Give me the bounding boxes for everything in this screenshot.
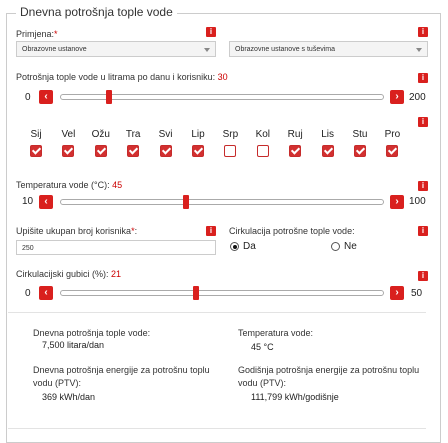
month-label: Svi (158, 129, 173, 140)
circulation-info-icon[interactable]: i (418, 226, 428, 236)
bottom-divider (8, 428, 426, 429)
losses-slider-handle[interactable] (193, 286, 199, 300)
users-label: Upišite ukupan broj korisnika*: (16, 226, 138, 236)
losses-max: 50 (411, 288, 423, 299)
month-label: Srp (222, 129, 239, 140)
temperature-slider-handle[interactable] (183, 195, 189, 209)
results-divider (8, 312, 426, 313)
losses-decrease-button[interactable]: ‹ (39, 286, 53, 300)
daily-consumption-value: 7,500 litara/dan (42, 340, 105, 350)
month-checkbox[interactable] (192, 145, 204, 157)
month-label: Lip (191, 129, 205, 140)
month-checkbox[interactable] (95, 145, 107, 157)
usage-select[interactable]: Obrazovne ustanove (16, 41, 216, 57)
daily-energy-label: Dnevna potrošnja energije za potrošnu toplu vodu (PTV): (33, 365, 210, 388)
month-checkbox[interactable] (127, 145, 139, 157)
users-info-icon[interactable]: i (206, 226, 216, 236)
month-label: Ožu (91, 129, 110, 140)
month-label: Kol (255, 129, 271, 140)
usage-subtype-select[interactable]: Obrazovne ustanove s tuševima (229, 41, 428, 57)
annual-energy-value: 111,799 kWh/godišnje (251, 392, 339, 402)
daily-consumption-label: Dnevna potrošnja tople vode: (33, 328, 151, 338)
month-checkbox[interactable] (257, 145, 269, 157)
months-info-icon[interactable]: i (418, 117, 428, 127)
water-temperature-label: Temperatura vode: (238, 328, 314, 338)
month-checkbox[interactable] (386, 145, 398, 157)
month-label: Sij (30, 129, 42, 140)
month-label: Stu (352, 129, 368, 140)
losses-slider-track[interactable] (60, 290, 384, 296)
temperature-max: 100 (409, 196, 426, 207)
water-temperature-value: 45 °C (251, 342, 274, 352)
temperature-increase-button[interactable]: › (390, 195, 404, 209)
temperature-info-icon[interactable]: i (418, 181, 428, 191)
circulation-no-label: Ne (344, 241, 357, 252)
annual-energy-label: Godišnja potrošnja energije za potrošnu toplu vodu (PTV): (238, 365, 420, 388)
month-checkbox[interactable] (62, 145, 74, 157)
usage2-info-icon[interactable]: i (418, 27, 428, 37)
daily-energy-value: 369 kWh/dan (42, 392, 96, 402)
consumption-max: 200 (409, 92, 426, 103)
chevron-down-icon (416, 48, 422, 52)
consumption-decrease-button[interactable]: ‹ (39, 90, 53, 104)
month-checkbox[interactable] (30, 145, 42, 157)
temperature-min: 10 (22, 196, 34, 207)
losses-label: Cirkulacijski gubici (%): 21 (16, 269, 122, 279)
month-label: Lis (321, 129, 334, 140)
consumption-info-icon[interactable]: i (418, 73, 428, 83)
month-checkbox[interactable] (289, 145, 301, 157)
losses-info-icon[interactable]: i (418, 271, 428, 281)
circulation-yes-label: Da (243, 241, 256, 252)
month-checkbox[interactable] (160, 145, 172, 157)
month-label: Vel (61, 129, 76, 140)
usage-info-icon[interactable]: i (206, 27, 216, 37)
circulation-label: Cirkulacija potrošne tople vode: (229, 226, 355, 236)
temperature-decrease-button[interactable]: ‹ (39, 195, 53, 209)
month-label: Ruj (287, 129, 303, 140)
users-input[interactable]: 250 (16, 240, 216, 255)
month-label: Pro (384, 129, 401, 140)
month-checkbox[interactable] (224, 145, 236, 157)
temperature-slider-track[interactable] (60, 199, 384, 205)
month-checkbox[interactable] (322, 145, 334, 157)
losses-min: 0 (25, 288, 31, 299)
chevron-down-icon (204, 48, 210, 52)
month-label: Tra (125, 129, 141, 140)
month-checkbox[interactable] (354, 145, 366, 157)
consumption-label: Potrošnja tople vode u litrama po danu i korisniku: 30 (16, 72, 228, 82)
consumption-slider-handle[interactable] (106, 90, 112, 104)
circulation-yes-radio[interactable] (230, 242, 239, 251)
temperature-label: Temperatura vode (°C): 45 (16, 180, 123, 190)
usage-label: Primjena:* (16, 29, 58, 39)
consumption-increase-button[interactable]: › (390, 90, 404, 104)
circulation-no-radio[interactable] (331, 242, 340, 251)
section-title: Dnevna potrošnja tople vode (16, 5, 177, 19)
losses-increase-button[interactable]: › (390, 286, 404, 300)
consumption-min: 0 (25, 92, 31, 103)
